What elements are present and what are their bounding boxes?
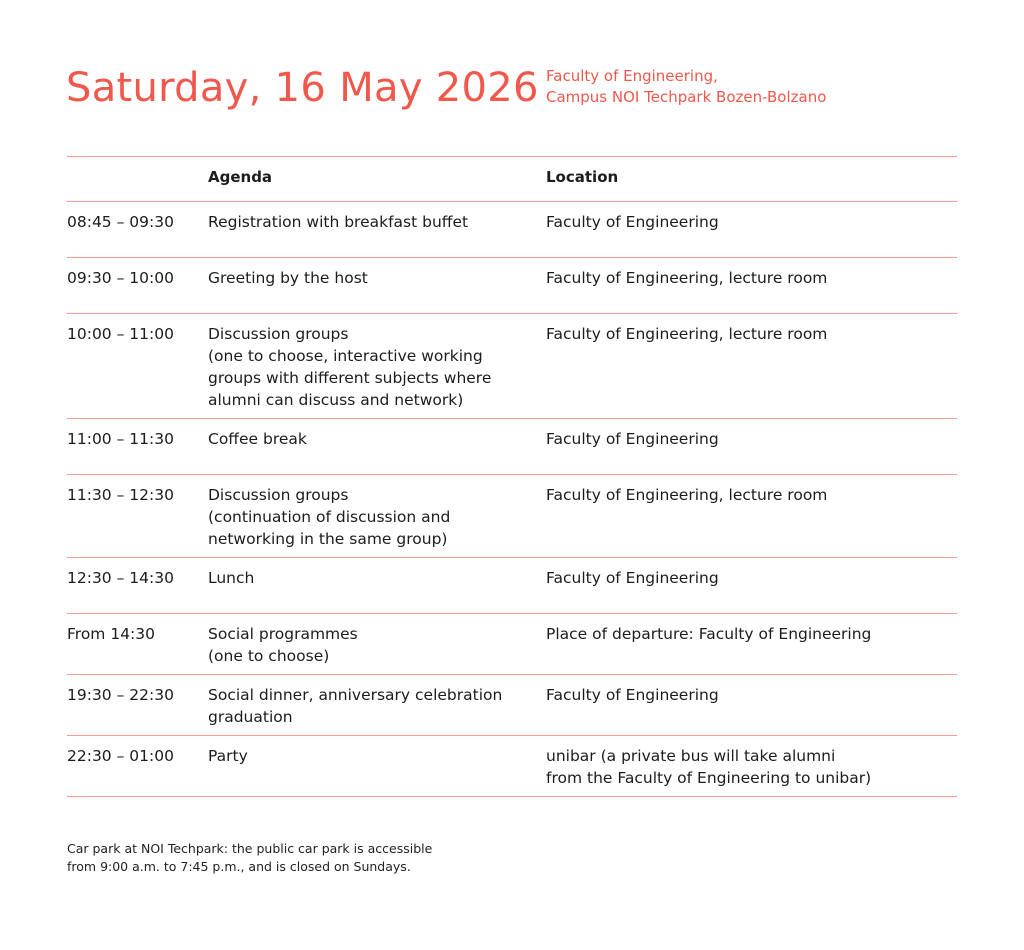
agenda-line: groups with different subjects where	[208, 369, 492, 387]
agenda-line: Coffee break	[208, 430, 307, 448]
location-line: Faculty of Engineering	[546, 430, 719, 448]
agenda-line: alumni can discuss and network)	[208, 391, 464, 409]
row-time: 12:30 – 14:30	[67, 569, 174, 587]
table-row	[67, 314, 957, 419]
location-line: Faculty of Engineering, lecture room	[546, 269, 828, 287]
row-time: From 14:30	[67, 625, 155, 643]
table-row	[67, 558, 957, 614]
table-row	[67, 419, 957, 475]
agenda-line: Greeting by the host	[208, 269, 368, 287]
table-row	[67, 736, 957, 797]
location-line: from the Faculty of Engineering to unibar)	[546, 769, 872, 787]
row-agenda	[208, 623, 538, 667]
location-line: Faculty of Engineering	[546, 569, 719, 587]
venue-line-2: Campus NOI Techpark Bozen-Bolzano	[546, 88, 827, 106]
row-location	[546, 323, 956, 345]
table-row	[67, 675, 957, 736]
row-agenda	[208, 323, 538, 411]
row-agenda	[208, 567, 538, 589]
row-agenda	[208, 745, 538, 767]
table-row	[67, 614, 957, 675]
location-line: Faculty of Engineering, lecture room	[546, 486, 828, 504]
agenda-line: (continuation of discussion and	[208, 508, 451, 526]
row-agenda	[208, 428, 538, 450]
parking-note	[67, 840, 432, 876]
agenda-line: Discussion groups	[208, 325, 349, 343]
agenda-line: (one to choose)	[208, 647, 330, 665]
row-location	[546, 267, 956, 289]
row-agenda	[208, 211, 538, 233]
row-time: 19:30 – 22:30	[67, 686, 174, 704]
agenda-line: Social dinner, anniversary celebration	[208, 686, 503, 704]
row-time: 11:30 – 12:30	[67, 486, 174, 504]
table-row	[67, 202, 957, 258]
row-time: 22:30 – 01:00	[67, 747, 174, 765]
agenda-line: Registration with breakfast buffet	[208, 213, 469, 231]
venue-line-1: Faculty of Engineering,	[546, 67, 718, 85]
agenda-line: graduation	[208, 708, 293, 726]
page-header	[0, 0, 1024, 140]
location-line: Faculty of Engineering	[546, 213, 719, 231]
agenda-line: networking in the same group)	[208, 530, 448, 548]
row-time: 09:30 – 10:00	[67, 269, 174, 287]
location-line: unibar (a private bus will take alumni	[546, 747, 836, 765]
row-location	[546, 684, 956, 706]
agenda-table	[67, 156, 957, 797]
row-location	[546, 567, 956, 589]
row-location	[546, 484, 956, 506]
agenda-line: Party	[208, 747, 248, 765]
page-title: Saturday, 16 May 2026	[66, 65, 539, 111]
location-line: Faculty of Engineering, lecture room	[546, 325, 828, 343]
row-agenda	[208, 484, 538, 550]
venue-address	[546, 66, 826, 108]
location-line: Faculty of Engineering	[546, 686, 719, 704]
row-time: 08:45 – 09:30	[67, 213, 174, 231]
row-time: 11:00 – 11:30	[67, 430, 174, 448]
row-location	[546, 745, 956, 789]
table-header-row	[67, 157, 957, 202]
column-header-agenda: Agenda	[208, 168, 273, 186]
parking-note-line-2: from 9:00 a.m. to 7:45 p.m., and is closed on Sundays.	[67, 859, 411, 874]
row-agenda	[208, 684, 538, 728]
agenda-line: Social programmes	[208, 625, 358, 643]
column-header-location: Location	[546, 168, 619, 186]
row-location	[546, 428, 956, 450]
parking-note-line-1: Car park at NOI Techpark: the public car park is accessible	[67, 841, 433, 856]
row-location	[546, 211, 956, 233]
location-line: Place of departure: Faculty of Engineering	[546, 625, 872, 643]
agenda-line: Lunch	[208, 569, 255, 587]
table-row	[67, 258, 957, 314]
row-time: 10:00 – 11:00	[67, 325, 174, 343]
row-location	[546, 623, 956, 645]
row-agenda	[208, 267, 538, 289]
table-row	[67, 475, 957, 558]
agenda-line: (one to choose, interactive working	[208, 347, 483, 365]
agenda-line: Discussion groups	[208, 486, 349, 504]
